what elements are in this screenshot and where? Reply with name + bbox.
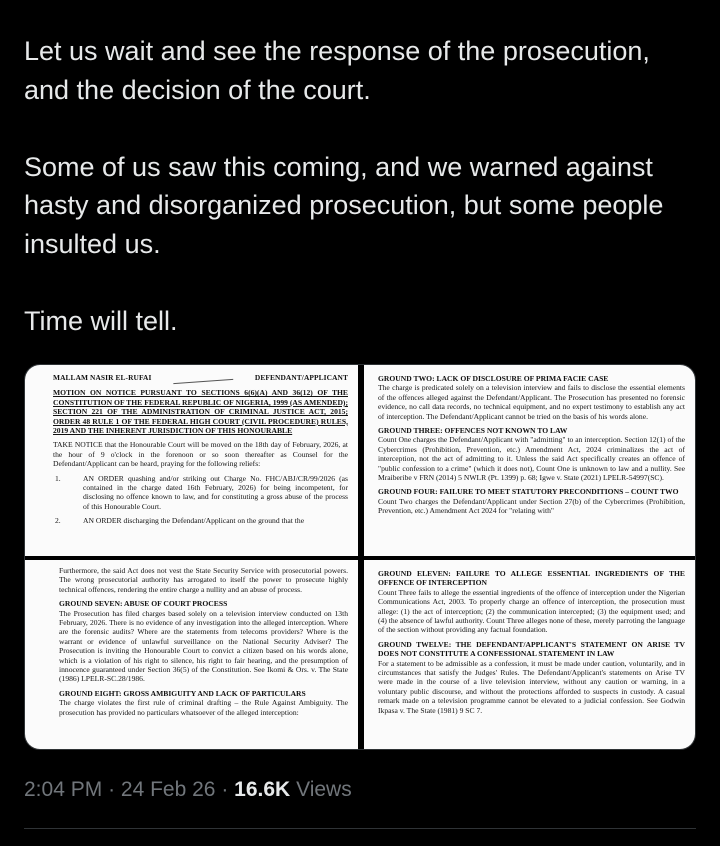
ground-two-text: The charge is predicated solely on a television interview and fails to disclose the essential elements of the offences alleged against the Defendant/Applicant. The Prosecution has presented no forensic evidence, no call data records, no technical equipment, and no expert testimony to establish any act of interception. The Defendant/Applicant cannot be tried on the basis of his words alone.: [378, 383, 685, 421]
doc-header-right: DEFENDANT/APPLICANT: [254, 373, 348, 382]
ground-twelve-title: GROUND TWELVE: THE DEFENDANT/APPLICANT'S STATEMENT ON ARISE TV DOES NOT CONSTITUTE A CONFESSIONAL STATEMENT IN LAW: [378, 639, 685, 659]
relief-1-number: 1.: [55, 473, 61, 483]
views-count[interactable]: 16.6K: [234, 778, 291, 801]
ground-twelve-text: For a statement to be admissible as a confession, it must be made under caution, voluntarily, and in circumstances that satisfy the Judges' Rules. The Defendant/Applicant's statements on Arise TV were made in the course of a live television interview, without any caution or warning, in a voluntary public discourse, and without the protections afforded to suspects in custody. A casual remark made on a television programme cannot be elevated to a judicial confession. See Godwin Ikpasa v. The State (1981) 9 SC 7.: [378, 658, 685, 715]
relief-1-text: AN ORDER quashing and/or striking out Charge No. FHC/ABJ/CR/99/2026 (as contained in the charge dated 16th February, 2026) for being incompetent, for disclosing no offence known to law, and for constituting a gross abuse of the process of this Honourable Court.: [83, 473, 348, 511]
page3-intro: Furthermore, the said Act does not vest the State Security Service with prosecutorial powers. The wrong prosecutorial authority has arrogated to itself the power to prosecute highly technical offences, rendering the entire charge a nullity and an abuse of process.: [59, 566, 348, 594]
relief-2-text: AN ORDER discharging the Defendant/Applicant on the ground that the: [83, 516, 305, 526]
relief-2: [55, 516, 348, 526]
document-image-4[interactable]: [364, 560, 696, 750]
media-grid: [24, 364, 696, 750]
post-date[interactable]: 24 Feb 26: [120, 778, 216, 801]
doc-header-left: MALLAM NASIR EL-RUFAI: [53, 373, 152, 382]
ground-four-title: GROUND FOUR: FAILURE TO MEET STATUTORY PRECONDITIONS – COUNT TWO: [378, 487, 679, 497]
notice-text: TAKE NOTICE that the Honourable Court will be moved on the 18th day of February, 2026, at the hour of 9 o'clock in the forenoon or so soon thereafter as Counsel for the Defendant/Applicant can be heard, praying for the following reliefs:: [53, 440, 348, 469]
document-page-2: [364, 365, 696, 516]
ground-two-title: GROUND TWO: LACK OF DISCLOSURE OF PRIMA FACIE CASE: [378, 374, 609, 383]
post-paragraph-3: Time will tell.: [24, 305, 178, 336]
meta-separator-2: ·: [221, 778, 229, 801]
post-paragraph-1: Let us wait and see the response of the prosecution, and the decision of the court.: [24, 36, 650, 105]
post-metadata: [24, 776, 352, 804]
ground-eight-text: The charge violates the first rule of criminal drafting – the Rule Against Ambiguity. The prosecution has provided no particulars whatsoever of the alleged interception:: [59, 698, 348, 717]
post-text: [24, 32, 696, 340]
post-paragraph-2: Some of us saw this coming, and we warned against hasty and disorganized prosecution, but some people insulted us.: [24, 151, 664, 259]
post-time[interactable]: 2:04 PM: [24, 778, 103, 801]
ground-four-text: Count Two charges the Defendant/Applicant under Section 27(b) of the Cybercrimes (Prohibition, Prevention, etc.) Amendment Act 2024 for "relating with": [378, 496, 685, 516]
meta-separator: ·: [108, 778, 116, 801]
relief-1: [55, 473, 348, 512]
document-image-3[interactable]: [25, 560, 358, 750]
document-page-4: [364, 560, 696, 715]
document-page-1: [25, 365, 358, 526]
motion-title: MOTION ON NOTICE PURSUANT TO SECTIONS 6(6)(A) AND 36(12) OF THE CONSTITUTION OF THE FEDERAL REPUBLIC OF NIGERIA, 1999 (AS AMENDED); SECTION 221 OF THE ADMINISTRATION OF CRIMINAL JUSTICE ACT, 2015; ORDER 48 RULE 1 OF THE FEDERAL HIGH COURT (CIVIL PROCEDURE) RULES, 2019 AND THE INHERENT JURISDICTION OF THIS HONOURABLE: [53, 388, 348, 436]
ground-seven-title: GROUND SEVEN: ABUSE OF COURT PROCESS: [59, 599, 228, 609]
ground-three-text: Count One charges the Defendant/Applicant with "admitting" to an interception. Section 12(1) of the Cybercrimes (Prohibition, Prevention, etc.) Amendment Act, 2024 criminalizes the act of interception, not the act of admitting to it. Unless the said Act specifically creates an offence of "public confession to a crime" (which it does not), Count One is unknown to law and a nullity. See Mraiberibe v FRN (2014) 5 NWLR (Pt. 1399) p. 68; Igwe v. State (2021) LPELR-54997(SC).: [378, 435, 685, 483]
doc-header: [53, 373, 348, 382]
ground-seven-text: The Prosecution has filed charges based solely on a television interview conducted on 13th February, 2026. There is no evidence of any investigation into the alleged interception. Where are the forensic audits? Where are the statements from telecoms providers? Where is the warrant or evidence of unlawful surveillance on the National Security Adviser? The Prosecution is inviting the Honourable Court to convict a citizen based on his words alone, which is a violation of his right to silence, his right to fair hearing, and the presumption of innocence guaranteed under Section 36(5) of the Constitution. See Ikomi & Ors. v. The State (1986) LPELR-SC.28/1986.: [59, 608, 348, 684]
views-label: Views: [296, 778, 352, 801]
ground-eleven-title: GROUND ELEVEN: FAILURE TO ALLEGE ESSENTIAL INGREDIENTS OF THE OFFENCE OF INTERCEPTION: [378, 569, 685, 588]
ground-three-title: GROUND THREE: OFFENCES NOT KNOWN TO LAW: [378, 426, 568, 436]
divider: [24, 828, 696, 829]
document-image-1[interactable]: [25, 365, 358, 556]
document-image-2[interactable]: [364, 365, 696, 556]
document-page-3: [25, 560, 358, 717]
ground-eleven-text: Count Three fails to allege the essential ingredients of the offence of interception under the Nigerian Communications Act, 2003. To properly charge an offence of interception, the prosecution must allege: (1) the act of interception; (2) the communication intercepted; (3) the equipment used; and (4) the absence of lawful authority. Count Three alleges none of these, merely parroting the language of the section without providing any factual foundation.: [378, 587, 685, 635]
stamp-mark: [173, 371, 233, 384]
relief-2-number: 2.: [55, 516, 61, 526]
ground-eight-title: GROUND EIGHT: GROSS AMBIGUITY AND LACK OF PARTICULARS: [59, 688, 306, 698]
